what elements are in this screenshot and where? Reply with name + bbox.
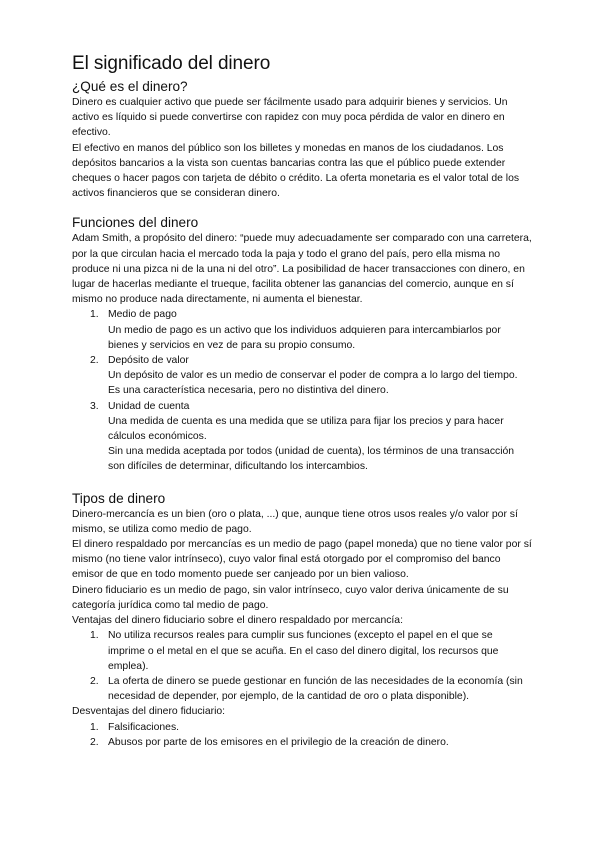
list-item-title: Medio de pago xyxy=(108,309,177,321)
list-item-text: Abusos por parte de los emisores en el privilegio de la creación de dinero. xyxy=(108,736,449,748)
list-number: 2. xyxy=(90,675,99,687)
paragraph: Dinero-mercancía es un bien (oro o plata, ...) que, aunque tiene otros usos reales y/o valor por sí mismo, se utiliza como medio de pago. xyxy=(72,508,518,535)
list-number: 1. xyxy=(90,721,99,733)
section-que-es-el-dinero xyxy=(72,78,532,201)
section-heading: Tipos de dinero xyxy=(72,490,166,506)
paragraph: El efectivo en manos del público son los billetes y monedas en manos de los ciudadanos. Los depósitos bancarios a la vista son cuentas bancarias contra las que el público puede extender cheques o hacer pagos con tarjeta de débito o crédito. La oferta monetaria es el valor total de los activos financieros que se consideran dinero. xyxy=(72,142,520,200)
functions-list xyxy=(72,307,532,474)
list-item xyxy=(72,353,532,399)
advantages-list xyxy=(72,628,532,704)
section-heading: Funciones del dinero xyxy=(72,215,199,231)
list-item xyxy=(72,307,532,353)
list-item xyxy=(72,720,532,735)
paragraph: Ventajas del dinero fiduciario sobre el dinero respaldado por mercancía: xyxy=(72,615,403,627)
list-item xyxy=(72,735,532,750)
paragraph: El dinero respaldado por mercancías es un medio de pago (papel moneda) que no tiene valor por sí mismo (no tiene valor intrínseco), cuyo valor final está otorgado por el compromiso del banco emisor de que en todo momento puede ser canjeado por un bien valioso. xyxy=(72,539,532,581)
list-item-title: Depósito de valor xyxy=(108,355,189,367)
section-funciones-del-dinero xyxy=(72,214,532,474)
list-item-text: Falsificaciones. xyxy=(108,721,180,733)
list-number: 1. xyxy=(90,630,99,642)
document-page xyxy=(72,52,532,750)
list-item-text: Sin una medida aceptada por todos (unidad de cuenta), los términos de una transacción son difíciles de determinar, dificultando los intercambios. xyxy=(108,446,515,473)
list-item xyxy=(72,628,532,674)
section-heading: ¿Qué es el dinero? xyxy=(72,79,188,94)
document-title: El significado del dinero xyxy=(72,53,271,74)
list-number: 2. xyxy=(90,355,99,367)
list-item xyxy=(72,399,532,475)
list-item-text: La oferta de dinero se puede gestionar en función de las necesidades de la economía (sin necesidad de depender, por ejemplo, de la cantidad de oro o plata disponible). xyxy=(108,675,523,703)
list-number: 1. xyxy=(90,309,99,321)
list-item-text: Un medio de pago es un activo que los individuos adquieren para intercambiarlos por bienes y servicios en vez de para su propio consumo. xyxy=(108,324,501,351)
paragraph: Dinero fiduciario es un medio de pago, sin valor intrínseco, cuyo valor deriva únicamente de su categoría jurídica como tal medio de pago. xyxy=(72,584,509,611)
list-number: 3. xyxy=(90,400,99,412)
list-item xyxy=(72,674,532,704)
list-item-text: No utiliza recursos reales para cumplir sus funciones (excepto el papel en el que se imprime o el metal en el que se acuña. En el caso del dinero digital, los recursos que emplea). xyxy=(108,630,499,672)
disadvantages-list xyxy=(72,720,532,750)
paragraph: Desventajas del dinero fiduciario: xyxy=(72,706,226,718)
paragraph: Adam Smith, a propósito del dinero: “puede muy adecuadamente ser comparado con una carretera, por la que circulan hacia el mercado toda la paja y todo el grano del país, pero ella misma no produce ni una pizca ni de la una ni del otro”. La posibilidad de hacer transacciones con dinero, en lugar de hacerlas mediante el trueque, facilita obtener las ganancias del comercio, aunque en sí mismo no produce nada directamente, ni aumenta el bienestar. xyxy=(72,233,532,306)
list-number: 2. xyxy=(90,736,99,748)
list-item-title: Unidad de cuenta xyxy=(108,400,190,412)
paragraph: Dinero es cualquier activo que puede ser fácilmente usado para adquirir bienes y servicios. Un activo es líquido si puede convertirse con rapidez con muy poca pérdida de valor en dinero en efectivo. xyxy=(72,97,508,139)
list-item-text: Un depósito de valor es un medio de conservar el poder de compra a lo largo del tiempo. Es una característica necesaria, pero no distintiva del dinero. xyxy=(108,370,518,397)
section-tipos-de-dinero xyxy=(72,490,532,750)
list-item-text: Una medida de cuenta es una medida que se utiliza para fijar los precios y para hacer cálculos económicos. xyxy=(108,415,504,443)
